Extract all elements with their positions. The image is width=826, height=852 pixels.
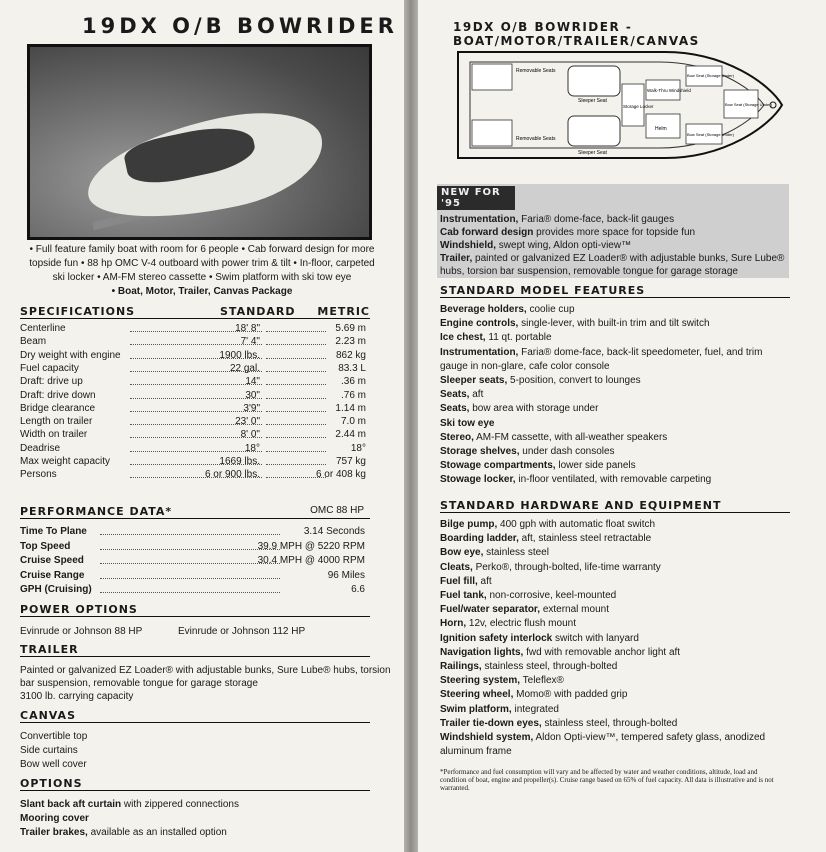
spec-metric-value: 2.44 m [335, 429, 366, 441]
spec-standard-value: 30" [245, 389, 260, 401]
trailer-line-3: 3100 lb. carrying capacity [20, 691, 134, 702]
spec-standard-value: 18° [244, 442, 260, 454]
list-item: Storage shelves, under dash consoles [440, 446, 615, 458]
list-item: Navigation lights, fwd with removable anchor light aft [440, 646, 681, 658]
spec-standard-value: 7' 4" [240, 336, 260, 348]
trailer-heading: TRAILER [20, 643, 370, 657]
list-item: Ignition safety interlock switch with lanyard [440, 632, 639, 644]
diagram-label-sleeper-seat-bottom: Sleeper Seat [578, 150, 607, 156]
list-item: Fuel/water separator, external mount [440, 604, 609, 616]
spec-standard-value: 8' 0" [240, 429, 260, 441]
diagram-label-bow-seat-bottom: Bow Seat (Storage Under) [687, 132, 734, 137]
list-item: Stereo, AM-FM cassette, with all-weather speakers [440, 431, 668, 443]
list-item: Cleats, Perko®, through-bolted, life-time warranty [440, 561, 661, 573]
options-heading: OPTIONS [20, 777, 370, 791]
spec-label: Length on trailer [20, 416, 93, 428]
option-item: Trailer brakes, available as an installed option [20, 827, 227, 838]
list-item: Bilge pump, 400 gph with automatic float switch [440, 519, 656, 530]
standard-hardware-list [440, 518, 790, 759]
diagram-label-helm: Helm [655, 126, 667, 132]
spec-label: Fuel capacity [20, 362, 79, 374]
performance-label: GPH (Cruising) [20, 584, 92, 596]
performance-label: Top Speed [20, 540, 71, 552]
spec-standard-value: 22 gal. [229, 362, 260, 374]
spec-label: Deadrise [20, 442, 61, 454]
list-item: Seats, bow area with storage under [440, 403, 599, 415]
list-item: Boarding ladder, aft, stainless steel retractable [440, 533, 652, 545]
option-item: Mooring cover [20, 813, 89, 824]
spec-metric-value: .76 m [340, 389, 366, 401]
spec-row [20, 415, 370, 428]
performance-heading: PERFORMANCE DATA* OMC 88 HP [20, 505, 370, 519]
diagram-label-removable-seats-bottom: Removable Seats [516, 136, 556, 142]
power-option-2: Evinrude or Johnson 112 HP [178, 626, 306, 637]
trailer-line-2: bar suspension, removable tongue for garage storage [20, 678, 258, 689]
list-item: Ice chest, 11 qt. portable [440, 332, 552, 344]
option-item: Slant back aft curtain with zippered connections [20, 799, 239, 810]
caption-text: • Full feature family boat with room for 6 people • Cab forward design for more topside fun • 88 hp OMC V-4 outboard with power trim & tilt • In-floor, carpeted ski locker • AM-FM stereo cassette • Swim platform with ski tow eye [29, 244, 375, 283]
performance-row [20, 554, 365, 567]
power-options-heading: POWER OPTIONS [20, 603, 370, 617]
list-item: Cab forward design provides more space for topside fun [440, 227, 696, 238]
spec-row [20, 389, 370, 402]
spec-metric-value: 83.3 L [338, 362, 366, 374]
spec-label: Bridge clearance [20, 402, 96, 414]
canvas-item-2: Side curtains [20, 745, 78, 756]
standard-hardware-heading: STANDARD HARDWARE AND EQUIPMENT [440, 499, 790, 513]
performance-value: 6.6 [351, 584, 365, 596]
performance-row [20, 540, 365, 553]
spec-row [20, 362, 370, 375]
spec-metric-value: 757 kg [335, 456, 366, 467]
new-for-95-list [437, 210, 789, 278]
power-option-1: Evinrude or Johnson 88 HP [20, 626, 143, 637]
diagram-label-sleeper-seat-top: Sleeper Seat [578, 98, 607, 104]
spec-standard-value: 23' 0" [235, 416, 260, 428]
performance-value: 30.4 MPH @ 4000 RPM [257, 555, 365, 567]
spec-row [20, 375, 370, 388]
spec-metric-value: 6 or 408 kg [315, 469, 366, 481]
list-item: Swim platform, integrated [440, 703, 559, 715]
right-page-title: 19DX O/B BOWRIDER - BOAT/MOTOR/TRAILER/CANVAS [453, 20, 700, 48]
spec-label: Width on trailer [20, 429, 88, 441]
performance-row [20, 569, 365, 582]
list-item: Trailer tie-down eyes, stainless steel, through-bolted [440, 717, 678, 729]
spec-metric-value: 862 kg [335, 349, 366, 361]
spec-label: Draft: drive up [20, 376, 83, 388]
diagram-label-storage-locker: Storage Locker [623, 104, 654, 109]
spec-row [20, 468, 370, 481]
photo-caption [22, 243, 382, 299]
spec-standard-value: 1900 lbs. [219, 349, 260, 361]
spec-row [20, 349, 370, 362]
spec-label: Max weight capacity [20, 456, 111, 467]
spec-label: Dry weight with engine [20, 349, 121, 361]
list-item: Stowage compartments, lower side panels [440, 460, 636, 472]
new-for-95-box [437, 184, 789, 278]
page-gutter [404, 0, 418, 852]
list-item: Sleeper seats, 5-position, convert to lounges [440, 375, 641, 387]
list-item: Beverage holders, coolie cup [440, 304, 575, 315]
canvas-item-3: Bow well cover [20, 759, 87, 770]
spec-metric-value: 18° [350, 442, 366, 454]
list-item: Steering wheel, Momo® with padded grip [440, 689, 628, 701]
diagram-label-bow-seat-mid: Bow Seat (Storage Under) [725, 102, 772, 107]
spec-label: Persons [20, 469, 57, 481]
spec-row [20, 322, 370, 335]
list-item: Windshield system, Aldon Opti-view™, tempered safety glass, anodized aluminum frame [440, 732, 766, 758]
performance-value: 3.14 Seconds [303, 526, 365, 537]
spec-row [20, 428, 370, 441]
list-item: Trailer, painted or galvanized EZ Loader® with adjustable bunks, Sure Lube® hubs, torsion bar suspension, removable tongue for garage storage [440, 253, 785, 277]
list-item: Steering system, Teleflex® [440, 675, 564, 687]
caption-package: • Boat, Motor, Trailer, Canvas Package [111, 286, 293, 297]
list-item: Stowage locker, in-floor ventilated, with removable carpeting [440, 474, 712, 486]
spec-label: Beam [20, 336, 47, 348]
diagram-label-walk-thru: Walk-Thru Windshield [647, 88, 691, 93]
performance-engine: OMC 88 HP [310, 505, 364, 516]
spec-metric-value: 1.14 m [335, 402, 366, 414]
spec-row [20, 442, 370, 455]
standard-features-heading: STANDARD MODEL FEATURES [440, 284, 790, 298]
spec-row [20, 402, 370, 415]
list-item: Bow eye, stainless steel [440, 547, 549, 559]
spec-row [20, 455, 370, 468]
left-page-title: 19DX O/B BOWRIDER [82, 14, 398, 38]
list-item: Fuel fill, aft [440, 575, 492, 587]
canvas-heading: CANVAS [20, 709, 370, 723]
list-item: Instrumentation, Faria® dome-face, back-lit gauges [440, 214, 675, 225]
spec-standard-value: 6 or 900 lbs. [204, 469, 260, 481]
spec-standard-value: 14" [245, 376, 260, 388]
spec-label: Centerline [20, 323, 66, 334]
performance-value: 39.9 MPH @ 5220 RPM [257, 540, 365, 552]
diagram-label-bow-seat-top: Bow Seat (Storage Under) [687, 73, 734, 78]
performance-row [20, 583, 365, 596]
standard-features-list [440, 303, 790, 488]
spec-standard-value: 1669 lbs. [219, 456, 260, 467]
list-item: Engine controls, single-lever, with built-in trim and tilt switch [440, 318, 710, 330]
performance-footnote: *Performance and fuel consumption will vary and be affected by water and weather conditions, altitude, load and condition of boat, engine and propeller(s). Cruise range based on 65% of fuel capacity. All data is illustrative and is not warranted. [440, 768, 774, 792]
spec-label: Draft: drive down [20, 389, 96, 401]
spec-metric-value: .36 m [340, 376, 366, 388]
metric-col-heading: METRIC [317, 305, 370, 318]
spec-metric-value: 2.23 m [335, 336, 366, 348]
spec-standard-value: 3'9" [243, 402, 260, 414]
list-item: Ski tow eye [440, 417, 495, 429]
spec-metric-value: 5.69 m [335, 323, 366, 334]
performance-label: Cruise Range [20, 569, 85, 581]
diagram-label-removable-seats-top: Removable Seats [516, 68, 556, 74]
list-item: Fuel tank, non-corrosive, keel-mounted [440, 590, 617, 602]
performance-value: 96 Miles [327, 569, 365, 581]
spec-standard-value: 18' 8" [235, 323, 260, 334]
list-item: Railings, stainless steel, through-bolted [440, 661, 618, 673]
list-item: Windshield, swept wing, Aldon opti-view™ [440, 240, 632, 251]
performance-row [20, 525, 365, 538]
performance-label: Time To Plane [20, 526, 87, 537]
specifications-heading: SPECIFICATIONS STANDARD METRIC [20, 305, 370, 318]
new-for-95-heading: NEW FOR '95 [437, 186, 515, 210]
list-item: Horn, 12v, electric flush mount [440, 618, 576, 630]
canvas-item-1: Convertible top [20, 731, 88, 742]
spec-metric-value: 7.0 m [340, 416, 366, 428]
trailer-line-1: Painted or galvanized EZ Loader® with adjustable bunks, Sure Lube® hubs, torsion [20, 665, 391, 676]
performance-label: Cruise Speed [20, 555, 84, 567]
spec-row [20, 335, 370, 348]
standard-col-heading: STANDARD [220, 305, 296, 318]
list-item: Instrumentation, Faria® dome-face, back-lit speedometer, fuel, and trim gauge in non-glare, cafe color console [440, 346, 763, 372]
deck-layout-diagram [450, 44, 786, 166]
boat-photo [27, 44, 372, 240]
list-item: Seats, aft [440, 389, 484, 401]
